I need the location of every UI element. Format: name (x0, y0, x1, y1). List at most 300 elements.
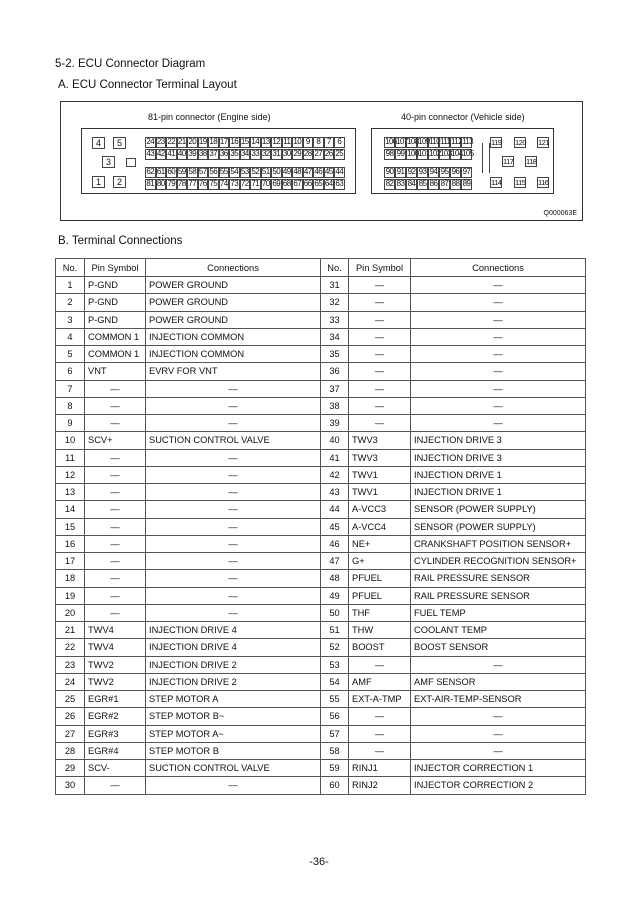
pin: 119 (491, 138, 502, 147)
pin: 22 (167, 137, 176, 146)
key-divider (482, 143, 490, 173)
pin: 32 (261, 149, 270, 158)
right-connector-title: 40-pin connector (Vehicle side) (401, 112, 525, 122)
cell-no: 12 (56, 466, 85, 483)
cell-pin-symbol: EGR#3 (85, 725, 146, 742)
cell-no: 11 (56, 449, 85, 466)
pin: 33 (251, 149, 260, 158)
pin: 49 (282, 167, 291, 176)
pin: 30 (282, 149, 291, 158)
pin: 17 (219, 137, 228, 146)
pin-row (145, 149, 345, 159)
cell-connection: SENSOR (POWER SUPPLY) (411, 501, 586, 518)
pin: 108 (407, 137, 419, 146)
pin: 27 (314, 149, 323, 158)
cell-pin-symbol: SCV+ (85, 432, 146, 449)
pin: 31 (272, 149, 281, 158)
cell-connection: POWER GROUND (146, 294, 321, 311)
cell-no: 33 (321, 311, 349, 328)
cell-no: 30 (56, 777, 85, 794)
cell-pin-symbol: — (349, 725, 411, 742)
pin: 23 (156, 137, 165, 146)
cell-no: 42 (321, 466, 349, 483)
cell-connection: — (146, 380, 321, 397)
pin: 57 (198, 167, 207, 176)
pin: 46 (314, 167, 323, 176)
cell-no: 45 (321, 518, 349, 535)
cell-pin-symbol: THW (349, 622, 411, 639)
cell-no: 6 (56, 363, 85, 380)
cell-pin-symbol: VNT (85, 363, 146, 380)
pin: 48 (293, 167, 302, 176)
pin: 98 (385, 149, 394, 158)
table-row (56, 673, 586, 690)
pin: 75 (209, 179, 218, 188)
table-row (56, 397, 586, 414)
left-connector (81, 128, 356, 194)
pin: 26 (324, 149, 333, 158)
table-row (56, 553, 586, 570)
figure-code: Q000063E (543, 210, 577, 217)
pin: 55 (219, 167, 228, 176)
cell-connection: BOOST SENSOR (411, 639, 586, 656)
pin: 120 (515, 138, 527, 147)
pin: 42 (156, 149, 165, 158)
pin: 51 (261, 167, 270, 176)
cell-pin-symbol: — (349, 380, 411, 397)
cell-connection: INJECTION DRIVE 2 (146, 673, 321, 690)
cell-connection: SENSOR (POWER SUPPLY) (411, 518, 586, 535)
pin: 80 (156, 179, 165, 188)
header-no: No. (56, 259, 85, 277)
pin-row (384, 167, 472, 177)
cell-no: 9 (56, 415, 85, 432)
pin: 86 (429, 179, 438, 188)
pin: 35 (230, 149, 239, 158)
table-row (56, 691, 586, 708)
big-pin: 4 (92, 137, 105, 149)
pin: 109 (418, 137, 430, 146)
cell-no: 2 (56, 294, 85, 311)
cell-connection: SUCTION CONTROL VALVE (146, 760, 321, 777)
pin: 16 (230, 137, 239, 146)
cell-pin-symbol: — (85, 518, 146, 535)
cell-connection: EXT-AIR-TEMP-SENSOR (411, 691, 586, 708)
pin: 81 (146, 179, 155, 188)
pin: 93 (418, 167, 427, 176)
pin: 96 (451, 167, 460, 176)
cell-pin-symbol: — (349, 742, 411, 759)
table-row (56, 363, 586, 380)
header-no: No. (321, 259, 349, 277)
cell-no: 46 (321, 535, 349, 552)
cell-connection: — (411, 363, 586, 380)
pin: 61 (156, 167, 165, 176)
cell-pin-symbol: EGR#2 (85, 708, 146, 725)
cell-no: 39 (321, 415, 349, 432)
pin: 83 (396, 179, 405, 188)
cell-pin-symbol: A-VCC4 (349, 518, 411, 535)
cell-no: 16 (56, 535, 85, 552)
pin: 68 (282, 179, 291, 188)
cell-connection: INJECTOR CORRECTION 2 (411, 777, 586, 794)
cell-pin-symbol: PFUEL (349, 570, 411, 587)
pin: 89 (462, 179, 471, 188)
cell-connection: — (411, 311, 586, 328)
pin: 111 (440, 137, 451, 146)
cell-no: 43 (321, 484, 349, 501)
cell-no: 49 (321, 587, 349, 604)
pin: 18 (209, 137, 218, 146)
cell-no: 47 (321, 553, 349, 570)
cell-connection: — (411, 277, 586, 294)
pin: 106 (385, 137, 397, 146)
cell-no: 3 (56, 311, 85, 328)
pin: 103 (440, 149, 452, 158)
cell-connection: RAIL PRESSURE SENSOR (411, 587, 586, 604)
table-row (56, 708, 586, 725)
cell-no: 59 (321, 760, 349, 777)
cell-pin-symbol: — (349, 294, 411, 311)
cell-connection: — (146, 553, 321, 570)
pin: 8 (313, 137, 324, 148)
pin: 76 (198, 179, 207, 188)
table-row (56, 294, 586, 311)
cell-connection: — (411, 294, 586, 311)
pin-row (145, 167, 345, 177)
big-pin: 5 (113, 137, 126, 149)
header-connections: Connections (411, 259, 586, 277)
cell-no: 25 (56, 691, 85, 708)
cell-no: 23 (56, 656, 85, 673)
table-row (56, 449, 586, 466)
cell-connection: — (146, 484, 321, 501)
pin: 19 (198, 137, 207, 146)
pin: 60 (167, 167, 176, 176)
cell-pin-symbol: — (349, 415, 411, 432)
pin: 117 (503, 157, 514, 166)
cell-connection: — (146, 415, 321, 432)
cell-connection: STEP MOTOR B~ (146, 708, 321, 725)
cell-connection: CYLINDER RECOGNITION SENSOR+ (411, 553, 586, 570)
cell-connection: — (411, 397, 586, 414)
pin: 11 (283, 137, 291, 146)
pin: 59 (177, 167, 186, 176)
pin: 34 (240, 149, 249, 158)
pin: 92 (407, 167, 416, 176)
cell-no: 4 (56, 328, 85, 345)
cell-pin-symbol: RINJ1 (349, 760, 411, 777)
cell-no: 41 (321, 449, 349, 466)
table-row (56, 535, 586, 552)
pin: 121 (538, 138, 550, 147)
cell-pin-symbol: — (85, 535, 146, 552)
cell-no: 44 (321, 501, 349, 518)
cell-connection: INJECTOR CORRECTION 1 (411, 760, 586, 777)
pin: 64 (324, 179, 333, 188)
pin: 82 (385, 179, 394, 188)
pin: 112 (451, 137, 462, 146)
key-notch (126, 158, 136, 167)
cell-no: 1 (56, 277, 85, 294)
pin: 90 (385, 167, 394, 176)
cell-no: 58 (321, 742, 349, 759)
cell-no: 19 (56, 587, 85, 604)
pin: 72 (240, 179, 249, 188)
cell-connection: CRANKSHAFT POSITION SENSOR+ (411, 535, 586, 552)
cell-pin-symbol: EGR#1 (85, 691, 146, 708)
table-row (56, 346, 586, 363)
cell-pin-symbol: — (85, 484, 146, 501)
cell-pin-symbol: TWV4 (85, 622, 146, 639)
cell-no: 38 (321, 397, 349, 414)
cell-pin-symbol: — (85, 777, 146, 794)
pin-row (145, 137, 345, 147)
cell-pin-symbol: COMMON 1 (85, 328, 146, 345)
cell-connection: — (411, 725, 586, 742)
table-header-row (56, 259, 586, 277)
pin: 88 (451, 179, 460, 188)
cell-connection: — (146, 570, 321, 587)
cell-connection: INJECTION COMMON (146, 346, 321, 363)
cell-no: 5 (56, 346, 85, 363)
table-row (56, 277, 586, 294)
big-pin: 1 (92, 176, 105, 188)
cell-connection: — (411, 708, 586, 725)
cell-connection: — (411, 656, 586, 673)
cell-connection: INJECTION DRIVE 3 (411, 449, 586, 466)
cell-no: 51 (321, 622, 349, 639)
cell-pin-symbol: — (349, 656, 411, 673)
cell-pin-symbol: TWV2 (85, 673, 146, 690)
pin: 97 (462, 167, 471, 176)
cell-no: 8 (56, 397, 85, 414)
table-row (56, 415, 586, 432)
cell-no: 20 (56, 604, 85, 621)
pin: 62 (146, 167, 155, 176)
table-row (56, 570, 586, 587)
table-row (56, 518, 586, 535)
pin-row (384, 149, 472, 159)
pin: 28 (303, 149, 312, 158)
table-row (56, 432, 586, 449)
cell-pin-symbol: SCV- (85, 760, 146, 777)
table-row (56, 656, 586, 673)
cell-connection: EVRV FOR VNT (146, 363, 321, 380)
connector-diagram (60, 101, 583, 221)
cell-pin-symbol: TWV4 (85, 639, 146, 656)
cell-connection: — (146, 449, 321, 466)
cell-no: 40 (321, 432, 349, 449)
cell-connection: COOLANT TEMP (411, 622, 586, 639)
pin: 54 (230, 167, 239, 176)
cell-connection: — (411, 346, 586, 363)
pin: 118 (526, 157, 537, 166)
cell-pin-symbol: P-GND (85, 294, 146, 311)
pin: 43 (146, 149, 155, 158)
pin: 94 (429, 167, 438, 176)
pin: 113 (462, 137, 473, 146)
cell-no: 7 (56, 380, 85, 397)
pin: 99 (396, 149, 405, 158)
cell-connection: — (146, 777, 321, 794)
cell-connection: FUEL TEMP (411, 604, 586, 621)
pin-row (384, 179, 472, 189)
cell-connection: AMF SENSOR (411, 673, 586, 690)
cell-pin-symbol: — (349, 346, 411, 363)
pin: 78 (177, 179, 186, 188)
cell-no: 27 (56, 725, 85, 742)
cell-pin-symbol: AMF (349, 673, 411, 690)
pin: 52 (251, 167, 260, 176)
pin: 41 (167, 149, 176, 158)
cell-no: 13 (56, 484, 85, 501)
pin: 102 (429, 149, 441, 158)
pin: 100 (407, 149, 419, 158)
cell-no: 48 (321, 570, 349, 587)
cell-pin-symbol: P-GND (85, 311, 146, 328)
cell-no: 18 (56, 570, 85, 587)
pin: 115 (515, 178, 526, 187)
cell-connection: SUCTION CONTROL VALVE (146, 432, 321, 449)
cell-no: 31 (321, 277, 349, 294)
cell-no: 22 (56, 639, 85, 656)
pin: 44 (335, 167, 344, 176)
cell-pin-symbol: — (349, 397, 411, 414)
pin: 47 (303, 167, 312, 176)
cell-no: 50 (321, 604, 349, 621)
cell-connection: RAIL PRESSURE SENSOR (411, 570, 586, 587)
pin: 85 (418, 179, 427, 188)
cell-pin-symbol: — (349, 708, 411, 725)
cell-connection: — (146, 604, 321, 621)
pin: 15 (240, 137, 249, 146)
cell-pin-symbol: — (85, 553, 146, 570)
right-connector (371, 128, 554, 194)
pin: 104 (451, 149, 463, 158)
table-row (56, 639, 586, 656)
pin: 9 (303, 137, 314, 148)
cell-pin-symbol: BOOST (349, 639, 411, 656)
pin: 87 (440, 179, 449, 188)
pin: 14 (251, 137, 260, 146)
cell-connection: INJECTION DRIVE 3 (411, 432, 586, 449)
cell-no: 32 (321, 294, 349, 311)
cell-connection: — (146, 587, 321, 604)
pin: 53 (240, 167, 249, 176)
cell-pin-symbol: NE+ (349, 535, 411, 552)
cell-pin-symbol: A-VCC3 (349, 501, 411, 518)
cell-no: 29 (56, 760, 85, 777)
cell-no: 26 (56, 708, 85, 725)
subsection-a-title: A. ECU Connector Terminal Layout (58, 79, 237, 91)
header-pin-symbol: Pin Symbol (349, 259, 411, 277)
cell-pin-symbol: EGR#4 (85, 742, 146, 759)
cell-no: 60 (321, 777, 349, 794)
pin: 12 (272, 137, 281, 146)
cell-pin-symbol: — (85, 501, 146, 518)
pin: 116 (538, 178, 549, 187)
pin: 58 (188, 167, 197, 176)
pin-row (145, 179, 345, 189)
cell-no: 53 (321, 656, 349, 673)
cell-no: 35 (321, 346, 349, 363)
cell-connection: INJECTION DRIVE 1 (411, 466, 586, 483)
pin: 20 (188, 137, 197, 146)
pin: 7 (324, 137, 335, 148)
table-row (56, 311, 586, 328)
pin: 107 (396, 137, 408, 146)
pin: 38 (198, 149, 207, 158)
cell-connection: INJECTION DRIVE 4 (146, 622, 321, 639)
cell-no: 34 (321, 328, 349, 345)
pin: 101 (418, 149, 430, 158)
pin: 74 (219, 179, 228, 188)
pin: 24 (146, 137, 155, 146)
pin: 63 (335, 179, 344, 188)
pin: 105 (462, 149, 474, 158)
cell-pin-symbol: — (85, 449, 146, 466)
pin: 39 (188, 149, 197, 158)
left-connector-title: 81-pin connector (Engine side) (148, 112, 271, 122)
cell-no: 52 (321, 639, 349, 656)
pin: 91 (396, 167, 405, 176)
cell-pin-symbol: — (85, 380, 146, 397)
cell-connection: — (146, 397, 321, 414)
pin: 70 (261, 179, 270, 188)
cell-pin-symbol: — (85, 570, 146, 587)
cell-pin-symbol: — (85, 587, 146, 604)
pin: 77 (188, 179, 197, 188)
section-title: 5-2. ECU Connector Diagram (55, 58, 206, 70)
pin: 36 (219, 149, 228, 158)
pin: 65 (314, 179, 323, 188)
cell-connection: INJECTION DRIVE 1 (411, 484, 586, 501)
cell-no: 57 (321, 725, 349, 742)
pin: 40 (177, 149, 186, 158)
cell-connection: — (146, 518, 321, 535)
table-row (56, 466, 586, 483)
cell-pin-symbol: RINJ2 (349, 777, 411, 794)
pin: 69 (272, 179, 281, 188)
cell-pin-symbol: — (349, 328, 411, 345)
terminal-table (55, 258, 586, 795)
cell-no: 56 (321, 708, 349, 725)
pin: 95 (440, 167, 449, 176)
cell-connection: — (411, 328, 586, 345)
pin: 110 (429, 137, 440, 146)
cell-connection: — (411, 742, 586, 759)
table-row (56, 725, 586, 742)
pin: 45 (324, 167, 333, 176)
pin: 29 (293, 149, 302, 158)
cell-connection: — (146, 501, 321, 518)
cell-pin-symbol: G+ (349, 553, 411, 570)
cell-pin-symbol: TWV1 (349, 484, 411, 501)
pin: 50 (272, 167, 281, 176)
pin: 21 (177, 137, 186, 146)
pin: 84 (407, 179, 416, 188)
cell-pin-symbol: — (85, 604, 146, 621)
table-row (56, 587, 586, 604)
cell-no: 55 (321, 691, 349, 708)
pin: 13 (261, 137, 270, 146)
header-connections: Connections (146, 259, 321, 277)
pin: 114 (491, 178, 502, 187)
cell-no: 24 (56, 673, 85, 690)
cell-pin-symbol: PFUEL (349, 587, 411, 604)
cell-connection: POWER GROUND (146, 277, 321, 294)
